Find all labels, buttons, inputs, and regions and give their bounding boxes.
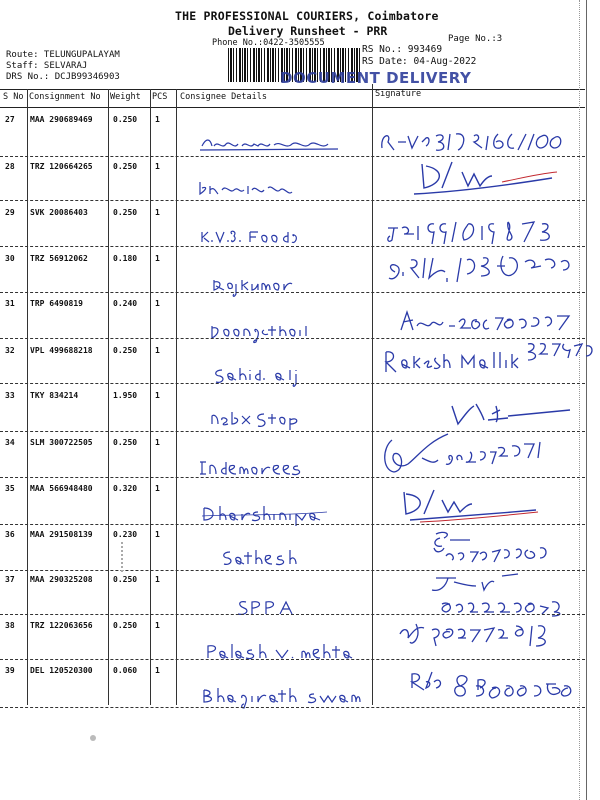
- consignee-handwriting: [206, 642, 356, 664]
- consignee-handwriting: [210, 410, 310, 432]
- signature-handwriting: [448, 396, 578, 432]
- row-pcs: 1: [155, 115, 160, 124]
- row-weight: 0.250: [113, 208, 138, 217]
- row-consignment: DEL 120520300: [30, 666, 93, 675]
- col-divider: [150, 89, 151, 705]
- col-divider: [372, 84, 373, 705]
- row-divider: [0, 614, 585, 615]
- row-consignment: TRZ 120664265: [30, 162, 93, 171]
- row-weight: 0.240: [113, 299, 138, 308]
- row-sno: 27: [5, 115, 15, 124]
- signature-handwriting: [378, 430, 568, 484]
- row-pcs: 1: [155, 438, 160, 447]
- signature-handwriting: [390, 484, 540, 524]
- signature-handwriting: [396, 616, 571, 656]
- row-consignment: TKY 834214: [30, 391, 79, 400]
- signature-handwriting: [408, 666, 588, 710]
- row-sno: 30: [5, 254, 15, 263]
- row-pcs: 1: [155, 391, 160, 400]
- row-pcs: 1: [155, 484, 160, 493]
- signature-handwriting: [395, 306, 575, 342]
- row-pcs: 1: [155, 621, 160, 630]
- row-pcs: 1: [155, 530, 160, 539]
- row-weight: 0.250: [113, 438, 138, 447]
- row-consignment: VPL 499688218: [30, 346, 93, 355]
- signature-handwriting: [422, 570, 582, 616]
- row-consignment: MAA 290689469: [30, 115, 93, 124]
- scan-artifact: [90, 735, 96, 741]
- row-pcs: 1: [155, 299, 160, 308]
- col-divider: [108, 89, 109, 705]
- row-weight: 0.230: [113, 530, 138, 539]
- row-pcs: 1: [155, 666, 160, 675]
- consignee-handwriting: [222, 548, 312, 570]
- col-weight: Weight: [110, 92, 141, 102]
- consignee-handwriting: [212, 276, 302, 298]
- header-top-line: [0, 89, 585, 90]
- row-consignment: SLM 300722505: [30, 438, 93, 447]
- row-sno: 35: [5, 484, 15, 493]
- row-divider: [0, 292, 585, 293]
- col-signature: Signature: [375, 89, 422, 99]
- col-sno: S No: [3, 92, 24, 102]
- row-pcs: 1: [155, 346, 160, 355]
- row-sno: 29: [5, 208, 15, 217]
- col-consignee: Consignee Details: [180, 92, 267, 102]
- signature-handwriting: [430, 528, 560, 572]
- row-weight: 0.320: [113, 484, 138, 493]
- row-consignment: TRZ 56912062: [30, 254, 88, 263]
- row-sno: 39: [5, 666, 15, 675]
- page-number: Page No.:3: [448, 34, 503, 44]
- col-consignment: Consignment No: [29, 92, 101, 102]
- row-sno: 33: [5, 391, 15, 400]
- consignee-handwriting: [196, 178, 306, 198]
- staff-label: Staff: SELVARAJ: [6, 61, 88, 71]
- header-bottom-line: [0, 107, 585, 108]
- row-sno: 32: [5, 346, 15, 355]
- row-weight: 0.250: [113, 346, 138, 355]
- company-title: THE PROFESSIONAL COURIERS, Coimbatore: [175, 9, 439, 23]
- row-sno: 34: [5, 438, 15, 447]
- row-pcs: 1: [155, 208, 160, 217]
- document-delivery-stamp: DOCUMENT DELIVERY: [280, 69, 472, 87]
- consignee-handwriting: [200, 228, 310, 246]
- row-weight: 0.250: [113, 575, 138, 584]
- row-sno: 38: [5, 621, 15, 630]
- row-weight: 0.250: [113, 115, 138, 124]
- row-divider: [0, 156, 585, 157]
- row-consignment: MAA 566948480: [30, 484, 93, 493]
- signature-handwriting: [378, 128, 578, 158]
- consignee-handwriting: [202, 504, 332, 526]
- row-weight: 0.250: [113, 162, 138, 171]
- row-weight: 0.250: [113, 621, 138, 630]
- row-sno: 28: [5, 162, 15, 171]
- row-weight: 0.060: [113, 666, 138, 675]
- row-divider: [0, 477, 585, 478]
- signature-handwriting: [385, 252, 585, 290]
- consignee-handwriting: [236, 598, 296, 618]
- consignee-handwriting: [214, 366, 314, 388]
- row-pcs: 1: [155, 254, 160, 263]
- rs-number: RS No.: 993469: [362, 44, 443, 55]
- phone-number: Phone No.:0422-3505555: [212, 38, 325, 48]
- consignee-handwriting: [202, 686, 362, 708]
- signature-handwriting: [412, 158, 562, 198]
- consignee-handwriting: [210, 322, 330, 344]
- col-divider: [176, 89, 177, 705]
- row-consignment: SVK 20086403: [30, 208, 88, 217]
- row-consignment: TRZ 122063656: [30, 621, 93, 630]
- runsheet-title: Delivery Runsheet - PRR: [228, 24, 388, 38]
- row-sno: 37: [5, 575, 15, 584]
- col-divider: [27, 89, 28, 705]
- consignee-handwriting: [200, 136, 340, 154]
- row-consignment: TRP 6490819: [30, 299, 83, 308]
- row-consignment: MAA 291508139: [30, 530, 93, 539]
- row-divider: [0, 383, 585, 384]
- row-pcs: 1: [155, 575, 160, 584]
- drs-number: DRS No.: DCJB99346903: [6, 72, 120, 82]
- row-divider: [0, 659, 585, 660]
- row-divider: [0, 707, 585, 708]
- row-weight: 0.180: [113, 254, 138, 263]
- rs-date: RS Date: 04-Aug-2022: [362, 56, 477, 67]
- row-divider: [0, 200, 585, 201]
- row-pcs: 1: [155, 162, 160, 171]
- row-consignment: MAA 290325208: [30, 575, 93, 584]
- row-weight: 1.950: [113, 391, 138, 400]
- row-divider: [0, 246, 585, 247]
- scan-artifact: [121, 542, 129, 572]
- route-label: Route: TELUNGUPALAYAM: [6, 50, 120, 60]
- signature-handwriting: [382, 338, 597, 378]
- row-divider: [0, 524, 585, 525]
- row-sno: 31: [5, 299, 15, 308]
- col-pcs: PCS: [152, 92, 168, 102]
- row-sno: 36: [5, 530, 15, 539]
